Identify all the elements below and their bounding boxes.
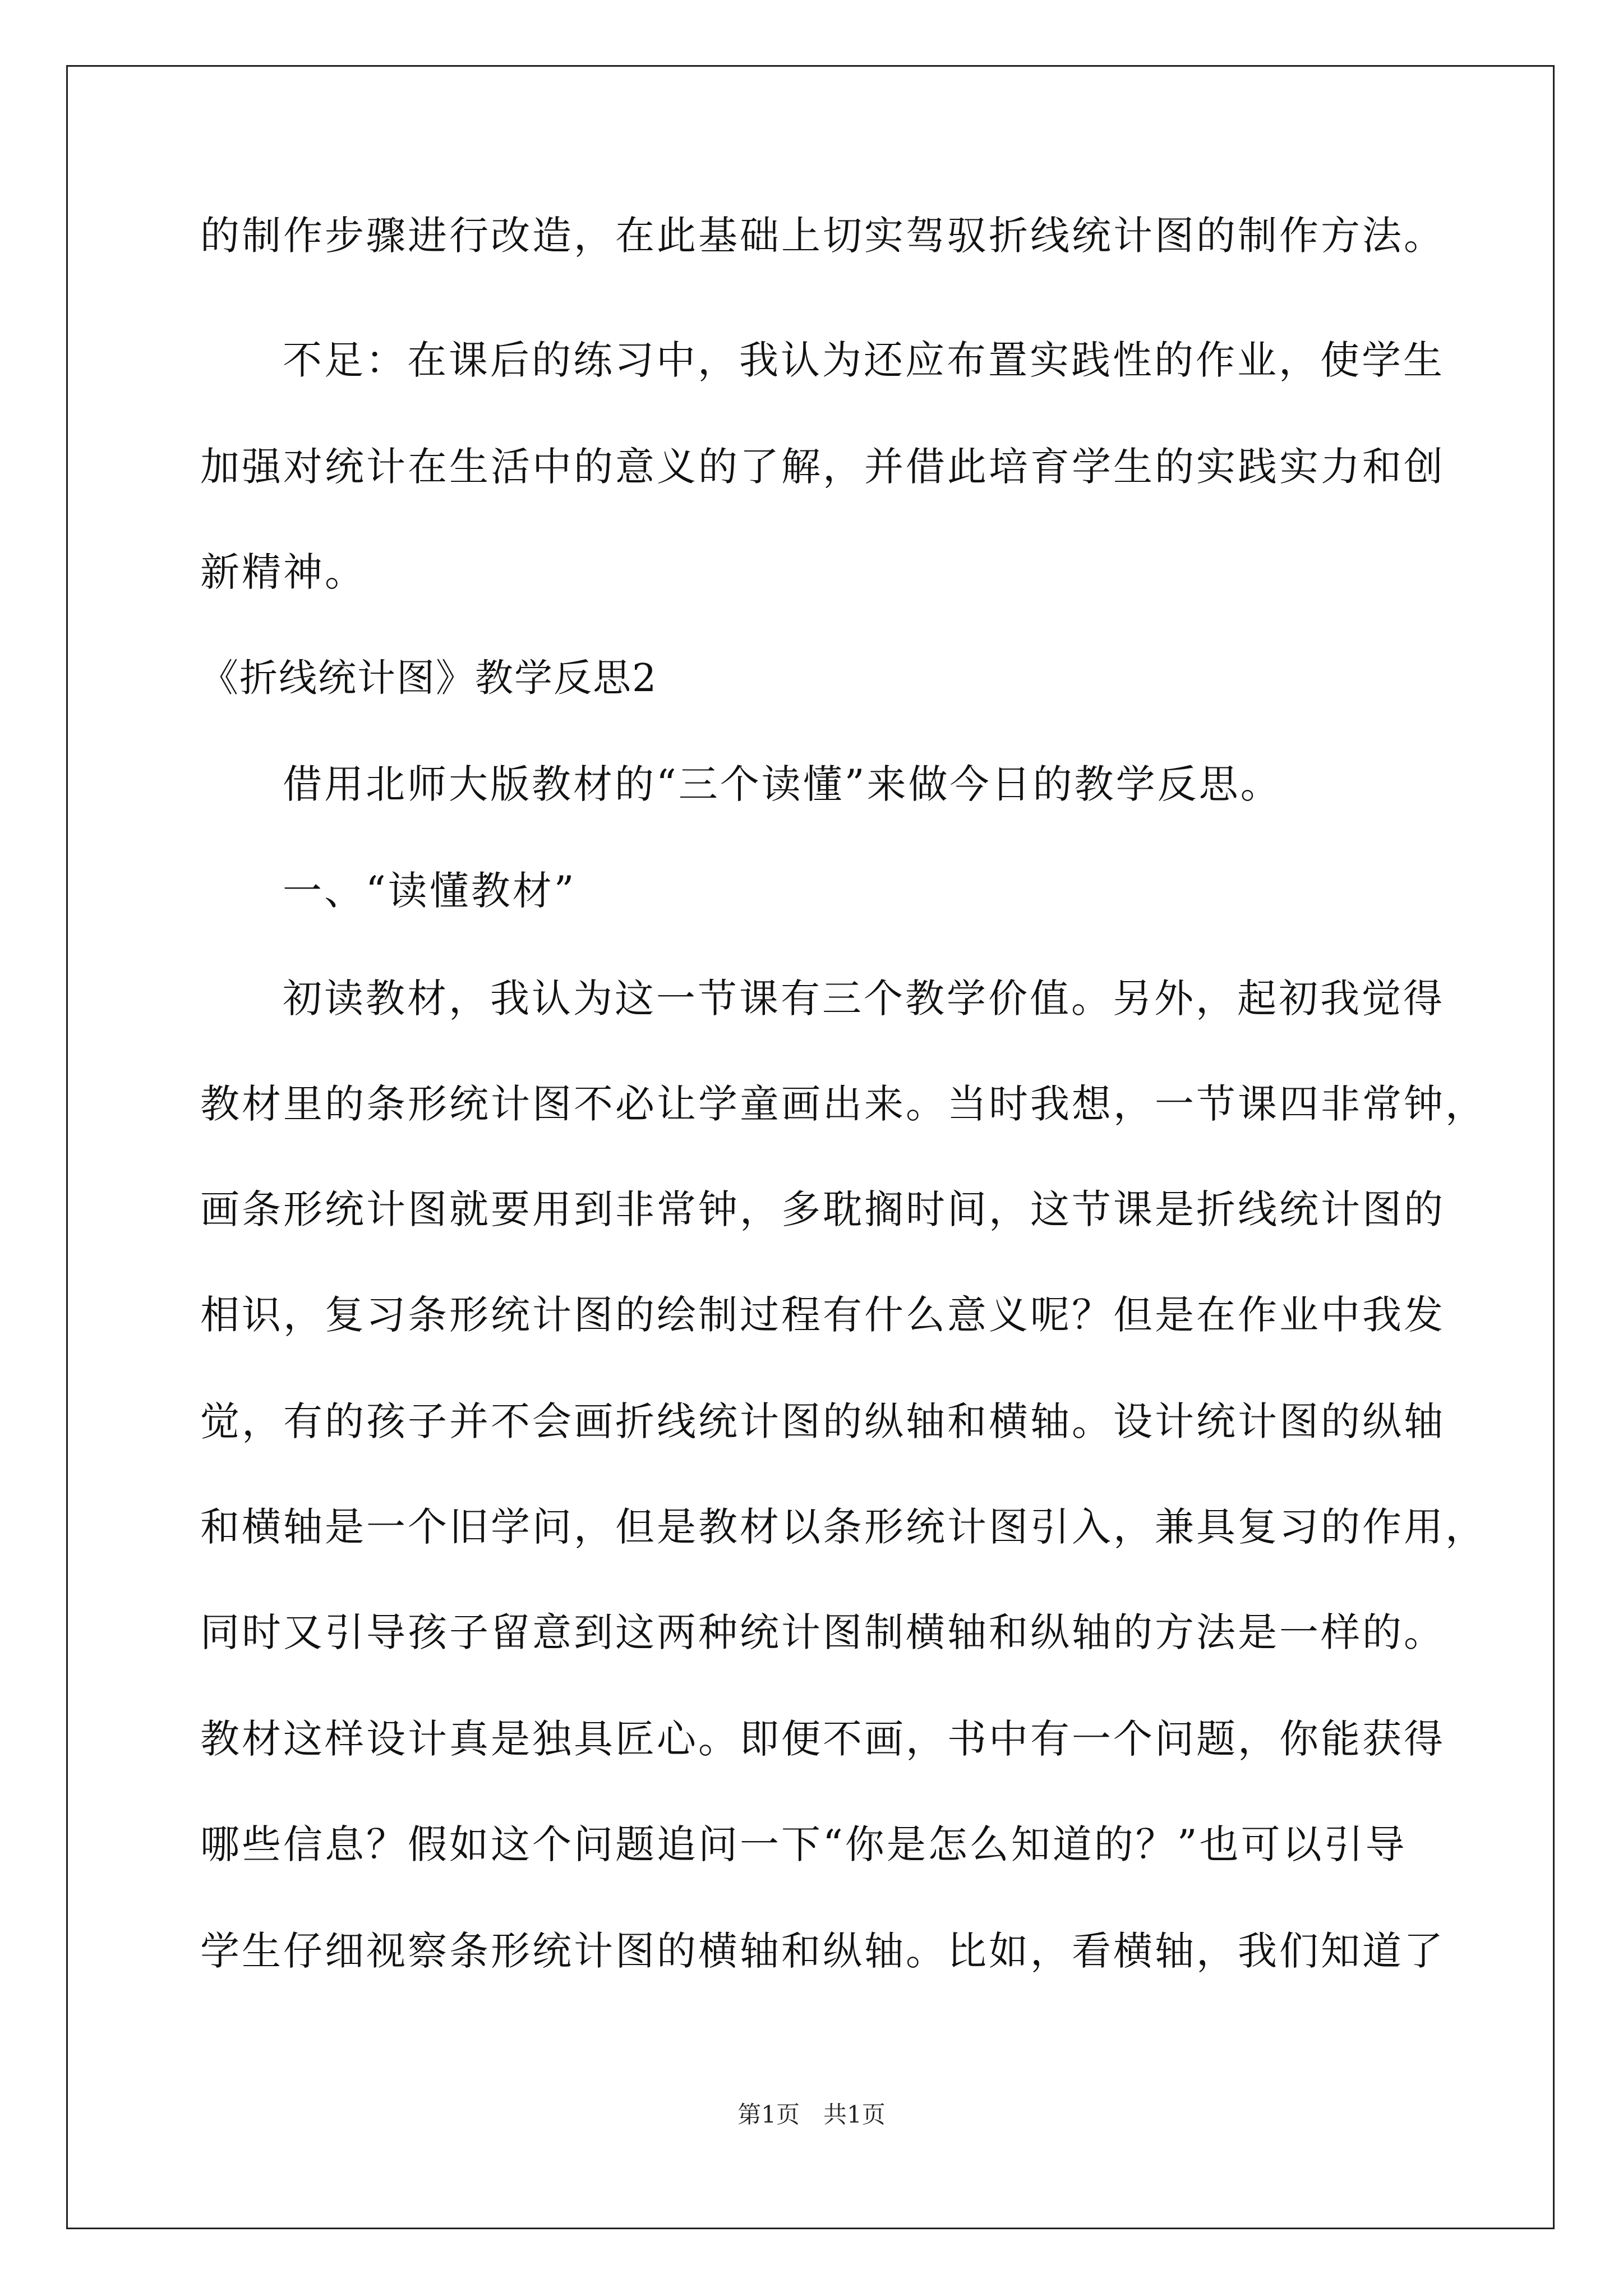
- paragraph-line: 学生仔细视察条形统计图的横轴和纵轴。比如，看横轴，我们知道了: [200, 1928, 1445, 1974]
- paragraph-line: 初读教材，我认为这一节课有三个教学价值。另外，起初我觉得: [283, 976, 1445, 1022]
- page-border: [66, 65, 1555, 2229]
- paragraph-line: 画条形统计图就要用到非常钟，多耽搁时间，这节课是折线统计图的: [200, 1186, 1445, 1232]
- paragraph-line: 的制作步骤进行改造，在此基础上切实驾驭折线统计图的制作方法。: [200, 213, 1445, 259]
- page-footer: 第1页 共1页: [737, 2101, 886, 2128]
- paragraph-line: 不足：在课后的练习中，我认为还应布置实践性的作业，使学生: [283, 337, 1445, 383]
- paragraph-line: 加强对统计在生活中的意义的了解，并借此培育学生的实践实力和创: [200, 444, 1445, 490]
- subheading: 一、“读懂教材”: [283, 868, 577, 914]
- section-heading: 《折线统计图》教学反思2: [200, 656, 658, 701]
- paragraph-line: 借用北师大版教材的“三个读懂”来做今日的教学反思。: [283, 761, 1282, 807]
- paragraph-line: 觉，有的孩子并不会画折线统计图的纵轴和横轴。设计统计图的纵轴: [200, 1398, 1445, 1444]
- paragraph-line: 哪些信息？假如这个问题追问一下“你是怎么知道的？”也可以引导: [200, 1821, 1407, 1867]
- paragraph-line: 同时又引导孩子留意到这两种统计图制横轴和纵轴的方法是一样的。: [200, 1609, 1445, 1655]
- paragraph-line: 相识，复习条形统计图的绘制过程有什么意义呢？但是在作业中我发: [200, 1292, 1445, 1338]
- paragraph-line: 和横轴是一个旧学问，但是教材以条形统计图引入，兼具复习的作用，: [200, 1504, 1487, 1550]
- paragraph-line: 教材这样设计真是独具匠心。即便不画，书中有一个问题，你能获得: [200, 1716, 1445, 1762]
- paragraph-line: 教材里的条形统计图不必让学童画出来。当时我想，一节课四非常钟，: [200, 1081, 1487, 1127]
- paragraph-line: 新精神。: [200, 549, 366, 595]
